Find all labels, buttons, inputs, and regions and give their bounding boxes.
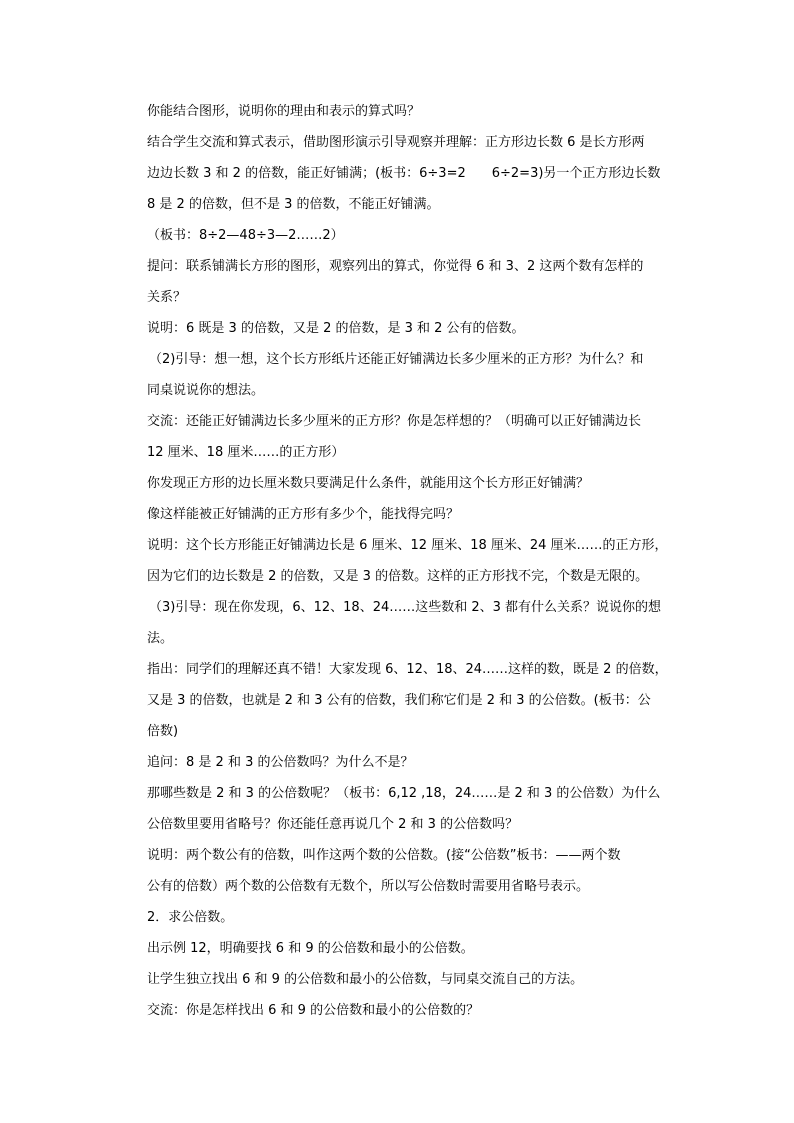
paragraph-line: 8 是 2 的倍数，但不是 3 的倍数，不能正好铺满。 bbox=[147, 197, 440, 212]
paragraph-line: 12 厘米、18 厘米……的正方形） bbox=[147, 445, 345, 460]
paragraph-line: 因为它们的边长数是 2 的倍数，又是 3 的倍数。这样的正方形找不完，个数是无限的。 bbox=[147, 569, 649, 584]
paragraph-line: 关系？ bbox=[147, 290, 187, 305]
paragraph-line: 那哪些数是 2 和 3 的公倍数呢？（板书：6,12 ,18，24……是 2 和 3 的公倍数）为什么 bbox=[147, 786, 661, 801]
paragraph-line: 交流：你是怎样找出 6 和 9 的公倍数和最小的公倍数的？ bbox=[147, 1003, 480, 1018]
paragraph-line: 交流：还能正好铺满边长多少厘米的正方形？你是怎样想的？（明确可以正好铺满边长 bbox=[147, 414, 642, 429]
document-body bbox=[147, 96, 677, 1026]
paragraph-line: 法。 bbox=[147, 631, 174, 646]
paragraph-line: 说明：这个长方形能正好铺满边长是 6 厘米、12 厘米、18 厘米、24 厘米……的正方形， bbox=[147, 538, 668, 553]
paragraph-line: 又是 3 的倍数，也就是 2 和 3 公有的倍数，我们称它们是 2 和 3 的公倍数。(板书：公 bbox=[147, 693, 651, 708]
paragraph-line: 说明：两个数公有的倍数，叫作这两个数的公倍数。(接“公倍数”板书：——两个数 bbox=[147, 848, 621, 863]
paragraph-line: 让学生独立找出 6 和 9 的公倍数和最小的公倍数，与同桌交流自己的方法。 bbox=[147, 972, 584, 987]
paragraph-line: 边边长数 3 和 2 的倍数，能正好铺满；(板书：6÷3=2 6÷2=3)另一个正方形边长数 bbox=[147, 166, 661, 181]
paragraph-line: 你能结合图形，说明你的理由和表示的算式吗？ bbox=[147, 104, 421, 119]
paragraph-line: 说明：6 既是 3 的倍数，又是 2 的倍数，是 3 和 2 公有的倍数。 bbox=[147, 321, 525, 336]
paragraph-line: 结合学生交流和算式表示，借助图形演示引导观察并理解：正方形边长数 6 是长方形两 bbox=[147, 135, 645, 150]
paragraph-line: 公有的倍数）两个数的公倍数有无数个，所以写公倍数时需要用省略号表示。 bbox=[147, 879, 590, 894]
paragraph-line: 追问：8 是 2 和 3 的公倍数吗？为什么不是？ bbox=[147, 755, 414, 770]
paragraph-line: （2)引导：想一想，这个长方形纸片还能正好铺满边长多少厘米的正方形？为什么？和 bbox=[149, 352, 644, 367]
paragraph-line: 同桌说说你的想法。 bbox=[147, 383, 265, 398]
paragraph-line: 公倍数里要用省略号？你还能任意再说几个 2 和 3 的公倍数吗？ bbox=[147, 817, 519, 832]
paragraph-line: 提问：联系铺满长方形的图形，观察列出的算式，你觉得 6 和 3、2 这两个数有怎样的 bbox=[147, 259, 644, 274]
paragraph-line: 指出：同学们的理解还真不错！大家发现 6、12、18、24……这样的数，既是 2 的倍数， bbox=[147, 662, 668, 677]
paragraph-line: （3)引导：现在你发现，6、12、18、24……这些数和 2、3 都有什么关系？说说你的想 bbox=[149, 600, 662, 615]
paragraph-line: 像这样能被正好铺满的正方形有多少个，能找得完吗？ bbox=[147, 507, 460, 522]
paragraph-line: 出示例 12，明确要找 6 和 9 的公倍数和最小的公倍数。 bbox=[147, 941, 474, 956]
paragraph-line: 倍数) bbox=[147, 724, 179, 739]
paragraph-line: （板书：8÷2—48÷3—2……2） bbox=[147, 228, 344, 243]
paragraph-line: 你发现正方形的边长厘米数只要满足什么条件，就能用这个长方形正好铺满？ bbox=[147, 476, 590, 491]
section-heading: 2．求公倍数。 bbox=[147, 910, 234, 925]
